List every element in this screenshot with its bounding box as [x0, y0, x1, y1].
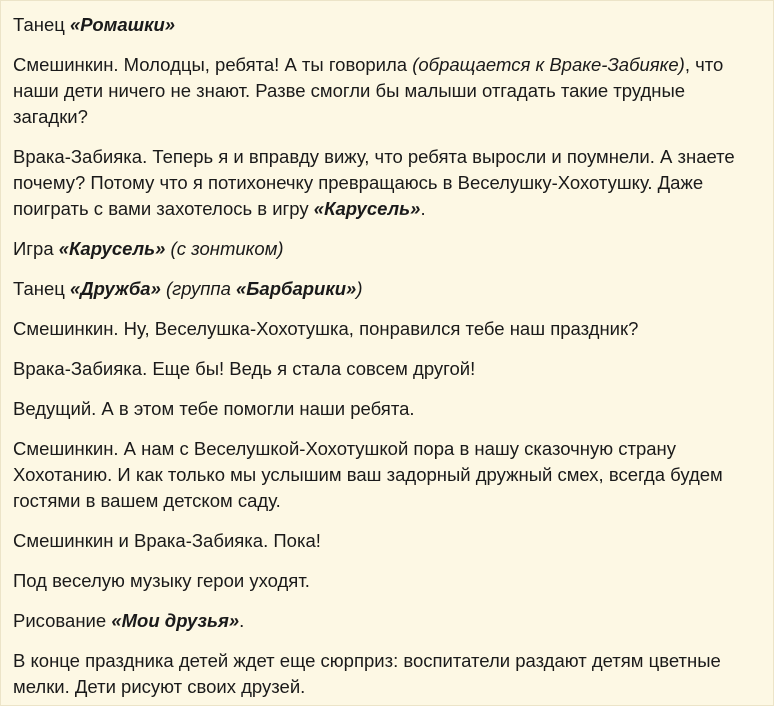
text-run: , что наши дети ничего не знают. Разве смогли бы малыши отгадать такие трудные загадки? [13, 54, 724, 127]
text-run: . [239, 610, 245, 631]
emphasis-title: «Мои друзья» [111, 610, 240, 631]
paragraph [13, 316, 761, 342]
emphasis-title: «Карусель» [58, 238, 166, 259]
stage-direction: (группа [160, 278, 237, 299]
paragraph [13, 356, 761, 382]
text-run: . [420, 198, 426, 219]
text-run: Смешинкин. Молодцы, ребята! А ты говорила [13, 54, 413, 75]
emphasis-title: «Ромашки» [70, 14, 176, 35]
emphasis-title: «Дружба» [70, 278, 161, 299]
paragraph [13, 608, 761, 634]
text-run: Рисование [13, 610, 112, 631]
text-run: Смешинкин. Ну, Веселушка-Хохотушка, понравился тебе наш праздник? [13, 318, 639, 339]
text-run: В конце праздника детей ждет еще сюрприз: воспитатели раздают детям цветные мелки. Дети рисуют своих друзей. [13, 650, 721, 697]
text-run: Танец [13, 278, 70, 299]
text-run: Врака-Забияка. Теперь я и вправду вижу, что ребята выросли и поумнели. А знаете почему? Потому что я потихонечку превращаюсь в Веселушку-Хохотушку. Даже поиграть с вами захотелось в игру [13, 146, 735, 219]
text-run: Игра [13, 238, 59, 259]
text-run: Смешинкин. А нам с Веселушкой-Хохотушкой пора в нашу сказочную страну Хохотанию. И как только мы услышим ваш задорный дружный смех, всегда будем гостями в вашем детском саду. [13, 438, 723, 511]
paragraph [13, 396, 761, 422]
text-run: Под веселую музыку герои уходят. [13, 570, 310, 591]
emphasis-title: «Карусель» [313, 198, 421, 219]
text-run: Врака-Забияка. Еще бы! Ведь я стала совсем другой! [13, 358, 476, 379]
paragraph [13, 12, 761, 38]
stage-direction: (обращается к Враке-Забияке) [412, 54, 685, 75]
stage-direction: ) [356, 278, 363, 299]
paragraph [13, 52, 761, 130]
paragraph [13, 528, 761, 554]
text-run: Смешинкин и Врака-Забияка. Пока! [13, 530, 321, 551]
paragraph [13, 236, 761, 262]
paragraph [13, 144, 761, 222]
paragraph [13, 436, 761, 514]
paragraph [13, 276, 761, 302]
paragraph [13, 568, 761, 594]
text-run: Ведущий. А в этом тебе помогли наши ребята. [13, 398, 415, 419]
text-run: Танец [13, 14, 70, 35]
stage-direction: (с зонтиком) [165, 238, 284, 259]
emphasis-title: «Барбарики» [236, 278, 357, 299]
paragraph [13, 648, 761, 700]
